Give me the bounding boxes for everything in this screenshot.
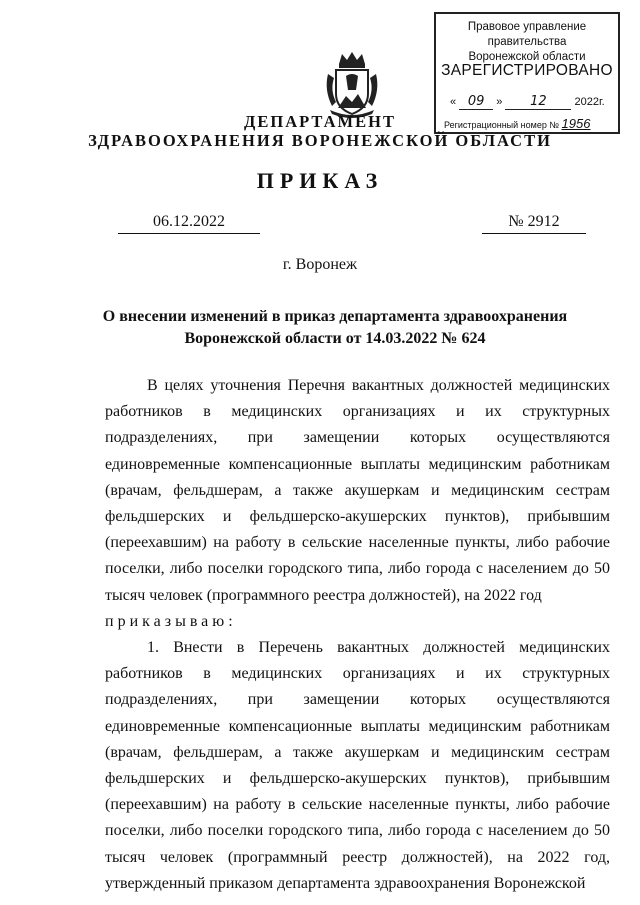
order-body bbox=[105, 373, 610, 897]
city: г. Воронеж bbox=[282, 256, 358, 273]
order-subject bbox=[100, 306, 570, 350]
stamp-organization bbox=[436, 20, 618, 65]
item-1-paragraph: 1. Внести в Перечень вакантных должностей медицинских работников в медицинских организациях и их структурных подразделениях, при замещении которых осуществляются единовременные компенсационные выплаты медицинским работникам (врачам, фельдшерам, а также акушеркам и медицинским сестрам фельдшерских и фельдшерско-акушерских пунктов), прибывшим (переехавшим) на работу в сельские населенные пункты, либо рабочие поселки, либо поселки городского типа, либо города с населением до 50 тысяч человек (программный реестр должностей), на 2022 год, утвержденный приказом департамента здравоохранения Воронежской bbox=[105, 639, 610, 892]
stamp-date-month-field bbox=[505, 94, 571, 110]
coat-of-arms-icon bbox=[322, 50, 382, 118]
stamp-org-line2: Воронежской области bbox=[468, 51, 586, 63]
order-word: приказываю: bbox=[105, 612, 237, 630]
stamp-date-day-field bbox=[459, 94, 493, 110]
stamp-org-line1: Правовое управление правительства bbox=[467, 21, 587, 48]
department-name-line2: ЗДРАВООХРАНЕНИЯ ВОРОНЕЖСКОЙ ОБЛАСТИ bbox=[88, 131, 552, 150]
preamble-paragraph: В целях уточнения Перечня вакантных должностей медицинских работников в медицинских организациях и их структурных подразделениях, при замещении которых осуществляются единовременные компенсационные выплаты медицинским работникам (врачам, фельдшерам, а также акушеркам и медицинским сестрам фельдшерских и фельдшерско-акушерских пунктов), прибывшим (переехавшим) на работу в сельские населенные пункты, либо рабочие поселки, либо поселки городского типа, либо города с населением до 50 тысяч человек (программного реестра должностей), на 2022 год bbox=[105, 377, 610, 604]
document-type: ПРИКАЗ bbox=[256, 168, 384, 193]
subject-line2: Воронежской области от 14.03.2022 № 624 bbox=[184, 330, 486, 347]
stamp-reg-number-label: Регистрационный номер № bbox=[444, 120, 560, 130]
stamp-date-month: 12 bbox=[530, 94, 547, 109]
order-date: 06.12.2022 bbox=[118, 213, 260, 234]
order-number: № 2912 bbox=[482, 213, 586, 234]
stamp-date-close: » bbox=[496, 96, 503, 108]
stamp-date-year: 2022г. bbox=[574, 96, 605, 108]
stamp-date-day: 09 bbox=[467, 94, 485, 109]
stamp-date bbox=[450, 94, 610, 110]
stamp-date-open: « bbox=[450, 96, 457, 108]
stamp-reg-number-value: 1956 bbox=[561, 116, 591, 131]
department-name-line1: ДЕПАРТАМЕНТ bbox=[244, 112, 396, 131]
stamp-registered-label: ЗАРЕГИСТРИРОВАНО bbox=[441, 62, 613, 79]
subject-line1: О внесении изменений в приказ департамента здравоохранения bbox=[102, 308, 568, 325]
